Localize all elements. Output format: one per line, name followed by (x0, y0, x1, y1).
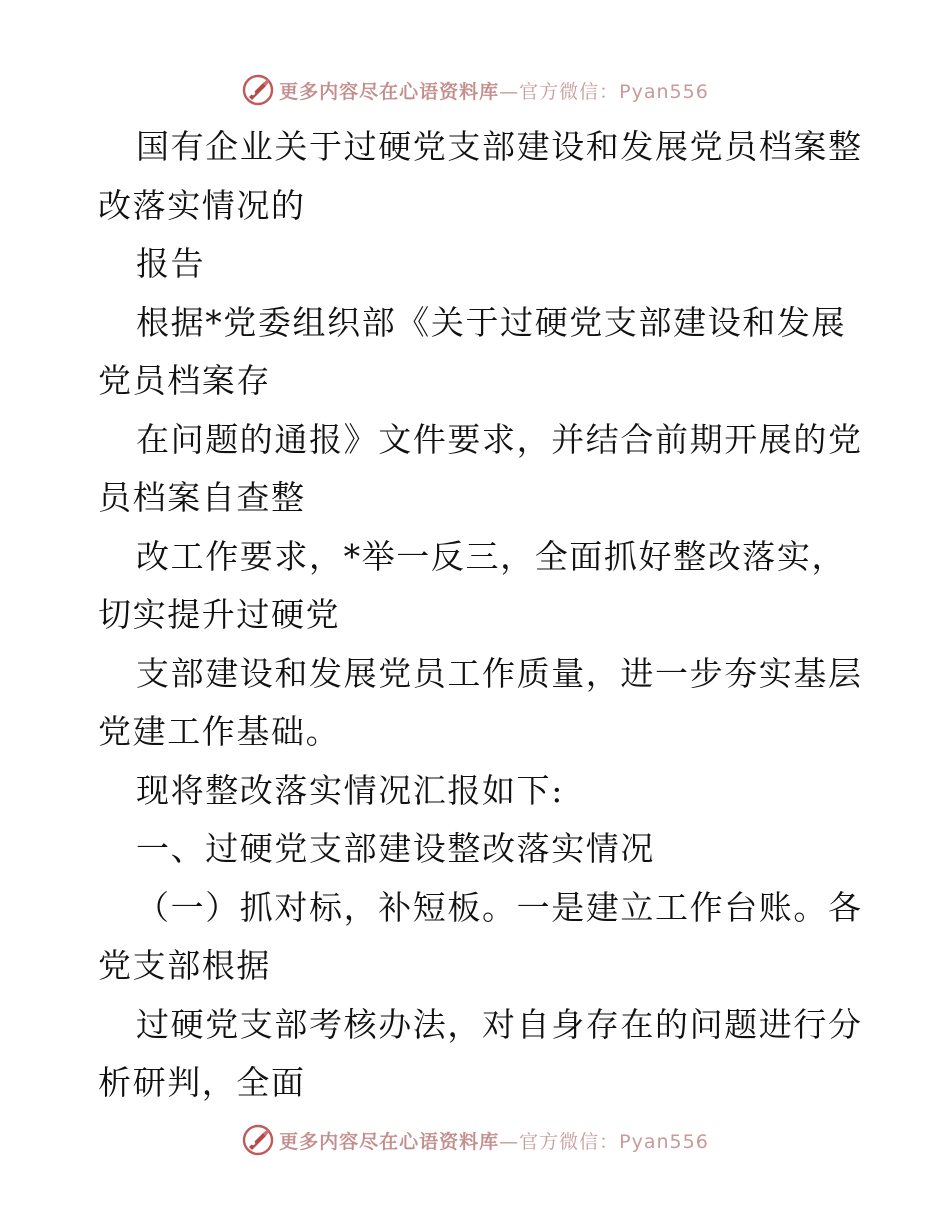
document-body (98, 118, 863, 1113)
watermark-suffix: 官方微信：Pyan556 (519, 1130, 709, 1153)
watermark-dash: — (499, 1130, 520, 1153)
watermark-text (279, 77, 709, 104)
watermark-banner-bottom (0, 1120, 950, 1160)
text-line: 在问题的通报》文件要求，并结合前期开展的党 (136, 419, 863, 459)
text-line: 报告 (136, 244, 206, 283)
text-line: 员档案自查整 (98, 478, 306, 517)
text-line: 党支部根据 (98, 946, 271, 985)
text-line: 切实提升过硬党 (98, 595, 341, 634)
watermark-text (279, 1127, 709, 1154)
text-line: 改工作要求，*举一反三，全面抓好整改落实， (136, 536, 847, 576)
text-line: 改落实情况的 (98, 185, 306, 225)
text-line: 党员档案存 (98, 361, 271, 400)
watermark-brand: 更多内容尽在心语资料库 (279, 1130, 500, 1153)
watermark-banner-top (0, 70, 950, 110)
text-line: 过硬党支部考核办法，对自身存在的问题进行分 (136, 1004, 863, 1044)
watermark-brand: 更多内容尽在心语资料库 (279, 80, 500, 103)
text-line: 党建工作基础。 (98, 712, 341, 751)
text-line: 国有企业关于过硬党支部建设和发展党员档案整 (136, 127, 863, 166)
watermark-suffix: 官方微信：Pyan556 (519, 80, 709, 103)
pen-logo-icon (241, 1123, 275, 1157)
text-line: 根据*党委组织部《关于过硬党支部建设和发展 (136, 302, 847, 342)
text-line: 现将整改落实情况汇报如下: (136, 770, 564, 810)
text-line: （一）抓对标，补短板。一是建立工作台账。各 (136, 887, 863, 927)
text-line: 支部建设和发展党员工作质量，进一步夯实基层 (136, 653, 863, 693)
text-line: 析研判，全面 (98, 1063, 306, 1102)
pen-logo-icon (241, 73, 275, 107)
text-line: 一、过硬党支部建设整改落实情况 (136, 829, 655, 868)
watermark-dash: — (499, 80, 520, 103)
